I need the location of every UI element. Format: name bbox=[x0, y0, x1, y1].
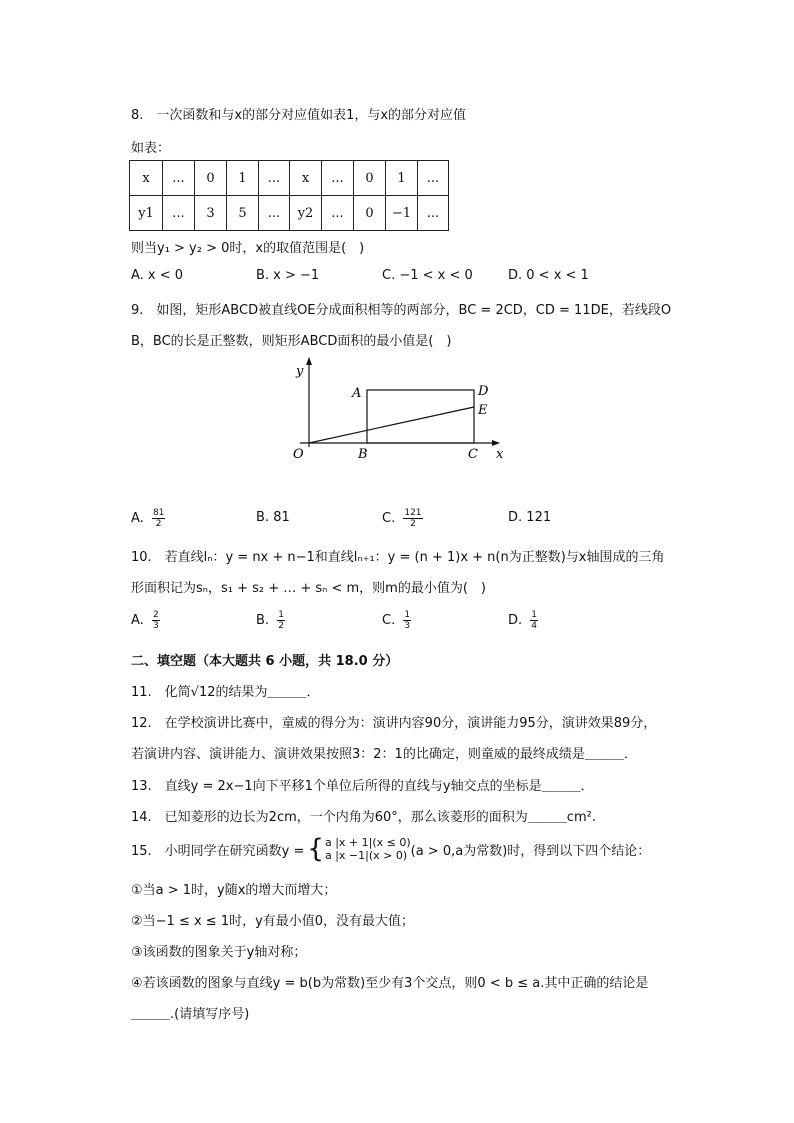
table-cell: ... bbox=[259, 161, 290, 196]
numerator: 1 bbox=[531, 610, 538, 620]
q8-option-c: C. −1 < x < 0 bbox=[382, 268, 473, 283]
table-cell: 0 bbox=[354, 161, 386, 196]
label-d: D bbox=[478, 384, 489, 399]
line-oe bbox=[309, 407, 474, 443]
label-x: x bbox=[496, 447, 504, 462]
numerator: 81 bbox=[152, 508, 165, 518]
q10-option-d bbox=[508, 610, 538, 631]
table-cell: y1 bbox=[130, 196, 163, 231]
table-cell: y2 bbox=[290, 196, 322, 231]
label-y: y bbox=[296, 364, 304, 379]
value-table bbox=[129, 160, 449, 231]
q15-conclusion-4: ④若该函数的图象与直线y = b(b为常数)至少有3个交点，则0 < b ≤ a.其中正确的结论是 bbox=[131, 976, 649, 991]
q12-line1: 12. 在学校演讲比赛中，童威的得分为：演讲内容90分，演讲能力95分，演讲效果89分， bbox=[131, 716, 657, 731]
q9-line1: 9. 如图，矩形ABCD被直线OE分成面积相等的两部分，BC = 2CD，CD = 11DE，若线段O bbox=[131, 303, 672, 318]
table-row bbox=[130, 196, 449, 231]
denominator: 4 bbox=[531, 621, 538, 631]
q8-option-a: A. x < 0 bbox=[131, 268, 184, 283]
table-cell: x bbox=[290, 161, 322, 196]
label-b: B bbox=[358, 447, 368, 462]
option-value: 81 bbox=[273, 510, 290, 525]
piecewise-cases bbox=[325, 836, 411, 862]
fraction bbox=[403, 508, 422, 529]
table-cell: 3 bbox=[195, 196, 227, 231]
q15-answer-line: ＿＿＿.(请填写序号) bbox=[131, 1007, 250, 1022]
option-letter: B. bbox=[256, 510, 270, 525]
q9-option-d bbox=[508, 510, 551, 525]
option-letter: D. bbox=[508, 613, 523, 628]
rectangle-abcd bbox=[367, 390, 474, 443]
label-c: C bbox=[468, 447, 478, 462]
case-1: a |x + 1|(x ≤ 0) bbox=[324, 836, 411, 849]
section-heading: 二、填空题（本大题共 6 小题，共 18.0 分） bbox=[131, 654, 399, 669]
label-e: E bbox=[478, 403, 488, 418]
q10-option-b bbox=[256, 610, 285, 631]
table-cell: 5 bbox=[227, 196, 259, 231]
denominator: 3 bbox=[152, 621, 159, 631]
table-cell: x bbox=[130, 161, 163, 196]
q14: 14. 已知菱形的边长为2cm，一个内角为60°，那么该菱形的面积为＿＿＿cm². bbox=[131, 810, 596, 825]
q11: 11. 化简√12的结果为＿＿＿． bbox=[131, 685, 320, 700]
table-cell: 1 bbox=[386, 161, 418, 196]
fraction bbox=[152, 508, 165, 529]
q13: 13. 直线y = 2x−1向下平移1个单位后所得的直线与y轴交点的坐标是＿＿＿． bbox=[131, 779, 594, 794]
brace-icon: { bbox=[307, 834, 324, 864]
option-letter: C. bbox=[382, 613, 396, 628]
fraction bbox=[530, 610, 538, 631]
case-2: a |x −1|(x > 0) bbox=[324, 849, 408, 862]
denominator: 2 bbox=[278, 621, 284, 631]
table-cell: 1 bbox=[227, 161, 259, 196]
table-cell: ... bbox=[259, 196, 290, 231]
option-letter: A. bbox=[131, 511, 144, 526]
q9-line2: B，BC的长是正整数，则矩形ABCD面积的最小值是( ) bbox=[131, 334, 452, 349]
fraction bbox=[403, 610, 411, 631]
option-letter: A. bbox=[131, 613, 144, 628]
table-cell: −1 bbox=[386, 196, 418, 231]
denominator: 2 bbox=[410, 519, 416, 529]
x-axis-arrow-icon bbox=[492, 440, 500, 446]
q15-tail: (a > 0,a为常数)时，得到以下四个结论： bbox=[410, 843, 651, 859]
q10-line2: 形面积记为sₙ，s₁ + s₂ + … + sₙ < m，则m的最小值为( ) bbox=[131, 581, 486, 596]
rectangle-figure bbox=[280, 355, 520, 470]
option-letter: B. bbox=[256, 613, 270, 628]
q15-intro bbox=[131, 836, 650, 862]
q15-intro-text: 15. 小明同学在研究函数y = bbox=[131, 843, 305, 859]
option-value: 121 bbox=[526, 510, 552, 525]
q9-option-b bbox=[256, 510, 290, 525]
q15-conclusion-2: ②当−1 ≤ x ≤ 1时，y有最小值0，没有最大值； bbox=[131, 914, 415, 929]
numerator: 121 bbox=[404, 508, 422, 518]
table-cell: 0 bbox=[354, 196, 386, 231]
table-cell: ... bbox=[322, 196, 354, 231]
label-o: O bbox=[293, 447, 304, 462]
q8-option-b: B. x > −1 bbox=[256, 268, 320, 283]
table-cell: ... bbox=[418, 196, 449, 231]
q15-conclusion-1: ①当a > 1时，y随x的增大而增大； bbox=[131, 883, 337, 898]
numerator: 1 bbox=[404, 610, 411, 620]
q9-option-a bbox=[131, 508, 165, 529]
q8-line1: 8. 一次函数和与x的部分对应值如表1，与x的部分对应值 bbox=[131, 108, 467, 123]
q8-option-d: D. 0 < x < 1 bbox=[508, 268, 589, 283]
option-letter: C. bbox=[382, 511, 396, 526]
table-row bbox=[130, 161, 449, 196]
table-cell: ... bbox=[163, 196, 195, 231]
q9-option-c bbox=[382, 508, 423, 529]
table-cell: ... bbox=[418, 161, 449, 196]
q12-line2: 若演讲内容、演讲能力、演讲效果按照3：2：1的比确定，则童威的最终成绩是＿＿＿． bbox=[131, 747, 637, 762]
q10-option-a bbox=[131, 610, 160, 631]
denominator: 3 bbox=[404, 621, 411, 631]
fraction bbox=[152, 610, 160, 631]
q8-question: 则当y₁ > y₂ > 0时，x的取值范围是( ) bbox=[131, 241, 365, 256]
label-a: A bbox=[352, 386, 362, 401]
numerator: 2 bbox=[152, 610, 159, 620]
table-cell: ... bbox=[163, 161, 195, 196]
y-axis-arrow-icon bbox=[306, 357, 312, 365]
table-cell: ... bbox=[322, 161, 354, 196]
option-letter: D. bbox=[508, 510, 523, 525]
fraction bbox=[277, 610, 285, 631]
q15-conclusion-3: ③该函数的图象关于y轴对称； bbox=[131, 945, 307, 960]
table-cell: 0 bbox=[195, 161, 227, 196]
denominator: 2 bbox=[155, 519, 162, 529]
q10-option-c bbox=[382, 610, 411, 631]
numerator: 1 bbox=[278, 610, 284, 620]
q10-line1: 10. 若直线lₙ：y = nx + n−1和直线lₙ₊₁：y = (n + 1)x + n(n为正整数)与x轴围成的三角 bbox=[131, 550, 665, 565]
q8-line2: 如表： bbox=[131, 141, 171, 156]
